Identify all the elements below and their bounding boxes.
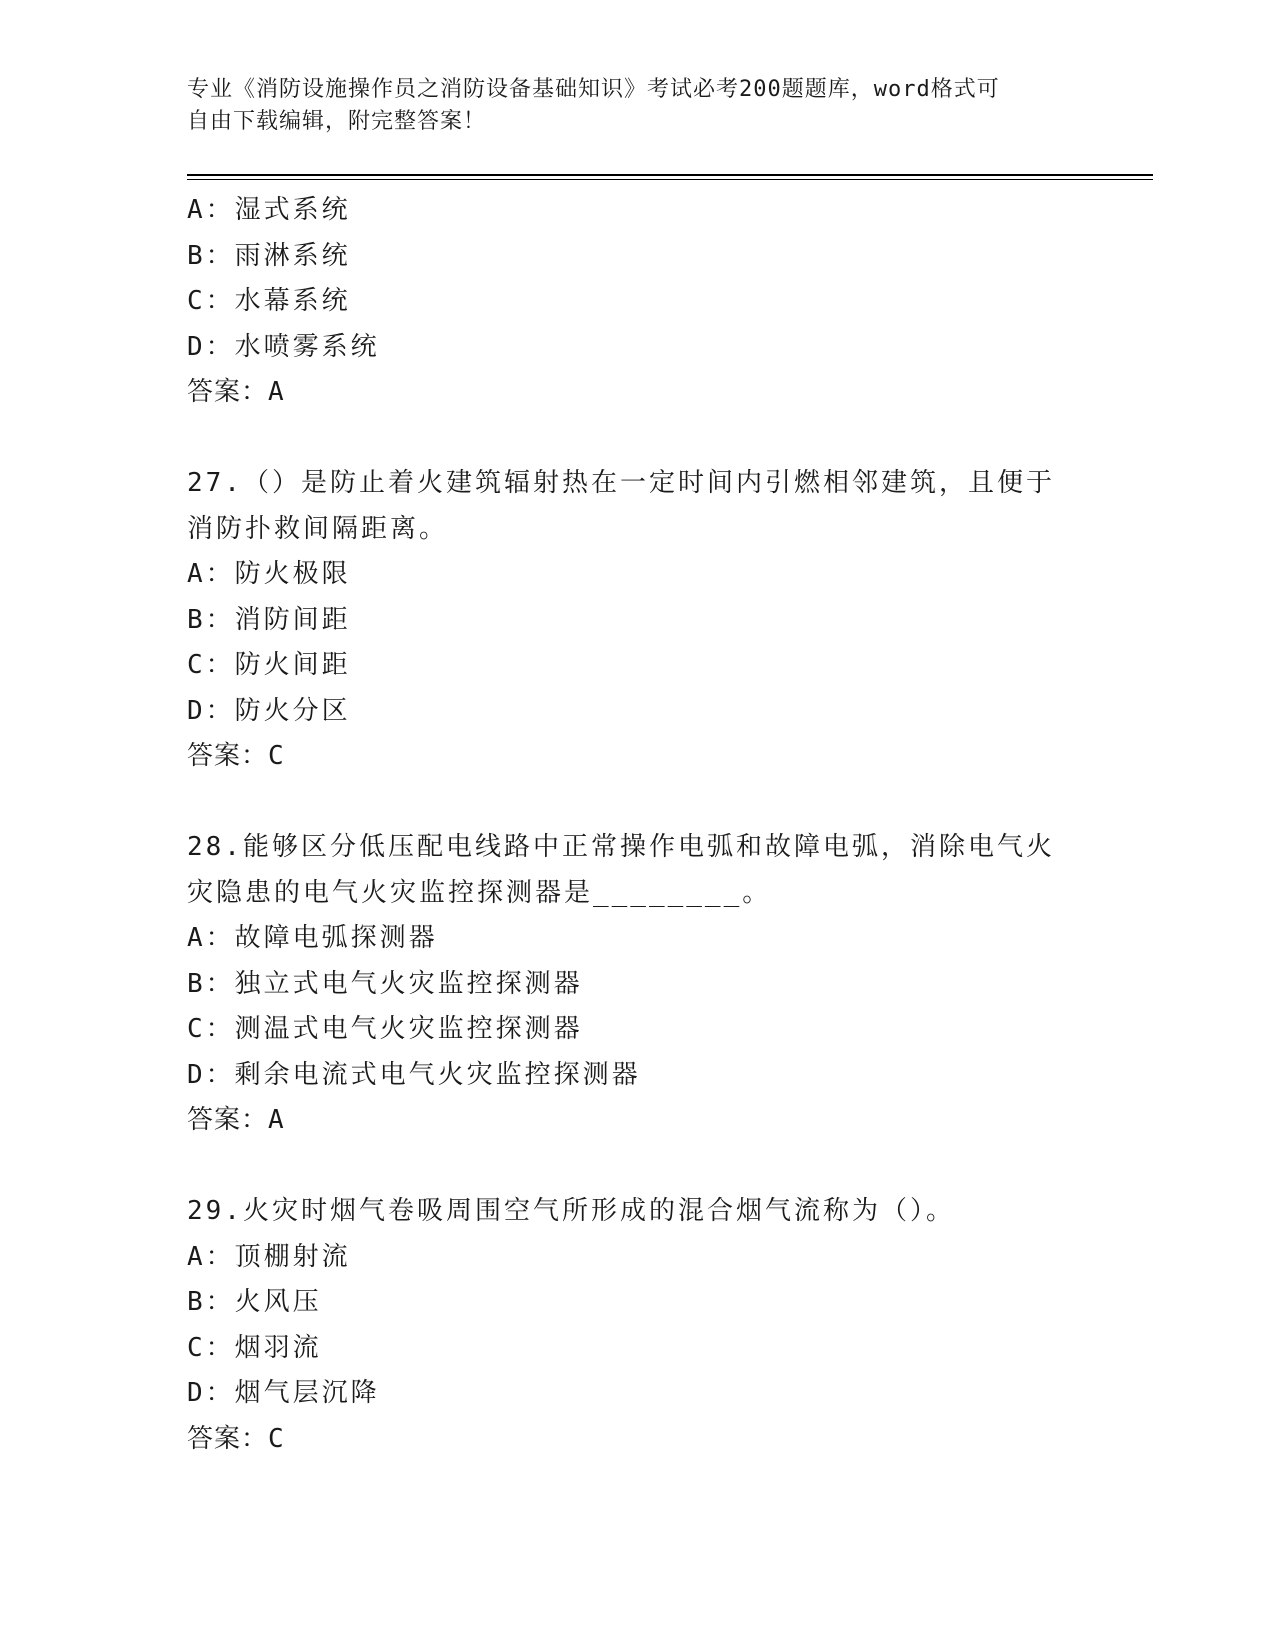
option-a: A：故障电弧探测器	[187, 923, 438, 953]
option-d: D：剩余电流式电气火灾监控探测器	[187, 1059, 641, 1090]
header-divider-thick	[187, 174, 1153, 176]
question-29	[187, 1189, 1087, 1462]
option-c: C：防火间距	[187, 650, 351, 680]
option-d: D：防火分区	[187, 695, 351, 726]
answer-key: 答案：A	[187, 377, 285, 407]
option-b: B：火风压	[187, 1287, 322, 1317]
document-header	[187, 74, 1087, 138]
answer-key: 答案：A	[187, 1105, 285, 1135]
header-title-line-1: 专业《消防设施操作员之消防设备基础知识》考试必考200题题库，word格式可	[187, 77, 1000, 102]
question-stem: 29.火灾时烟气卷吸周围空气所形成的混合烟气流称为（）。	[187, 1196, 955, 1226]
option-b: B：独立式电气火灾监控探测器	[187, 968, 583, 999]
question-28	[187, 825, 1087, 1144]
header-title-line-2: 自由下载编辑，附完整答案！	[187, 109, 487, 134]
question-27	[187, 461, 1087, 780]
question-list	[187, 188, 1087, 1462]
option-c: C：烟羽流	[187, 1332, 322, 1363]
option-c: C：测温式电气火灾监控探测器	[187, 1014, 583, 1044]
option-b: B：消防间距	[187, 604, 351, 635]
option-d: D：水喷雾系统	[187, 331, 380, 362]
header-divider-thin	[187, 179, 1153, 180]
option-a: A：顶棚射流	[187, 1241, 351, 1272]
spacer	[187, 416, 1087, 462]
answer-key: 答案：C	[187, 1423, 285, 1454]
spacer	[187, 780, 1087, 826]
option-a: A：防火极限	[187, 559, 351, 589]
spacer	[187, 1144, 1087, 1190]
option-c: C：水幕系统	[187, 286, 351, 316]
option-b: B：雨淋系统	[187, 240, 351, 271]
question-stem: 27.（）是防止着火建筑辐射热在一定时间内引燃相邻建筑，且便于消防扑救间隔距离。	[187, 468, 1055, 544]
option-a: A：湿式系统	[187, 195, 351, 225]
question-stem: 28.能够区分低压配电线路中正常操作电弧和故障电弧，消除电气火灾隐患的电气火灾监控探测器是________。	[187, 832, 1055, 908]
option-d: D：烟气层沉降	[187, 1378, 380, 1408]
question-26-continuation	[187, 188, 1087, 416]
answer-key: 答案：C	[187, 741, 285, 771]
